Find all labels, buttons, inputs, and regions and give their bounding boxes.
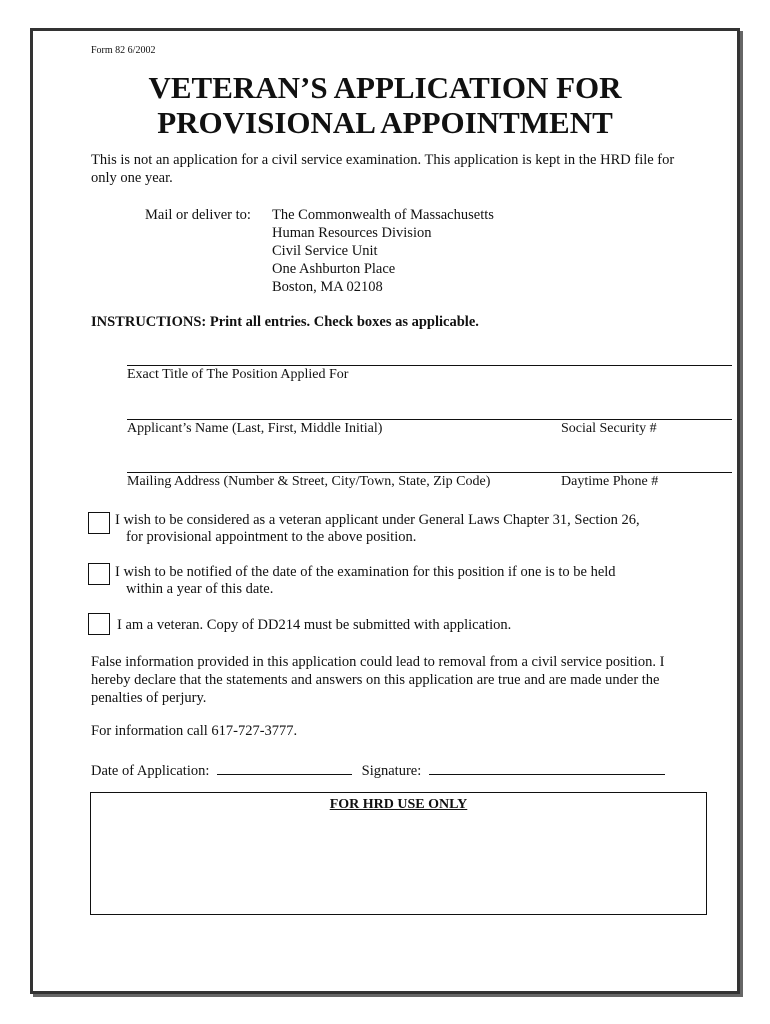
form-title-line1: VETERAN’S APPLICATION FOR: [148, 70, 622, 105]
address-line: Civil Service Unit: [272, 243, 378, 259]
exam-notify-checkbox[interactable]: [88, 563, 110, 585]
checkbox2-text-line1: I wish to be notified of the date of the examination for this position if one is to be held: [115, 564, 616, 580]
position-title-label: Exact Title of The Position Applied For: [127, 367, 349, 382]
veteran-applicant-checkbox[interactable]: [88, 512, 110, 534]
hrd-use-only-box: [90, 792, 707, 915]
date-field[interactable]: [217, 760, 352, 775]
declaration-text: False information provided in this application could lead to removal from a civil service position. I hereby declare that the statements and answers on this application are true and are made under the penalties of perjury.: [91, 654, 665, 706]
applicant-name-label: Applicant’s Name (Last, First, Middle Initial): [127, 421, 383, 436]
date-signature-row: [91, 760, 665, 780]
form-title-line2: PROVISIONAL APPOINTMENT: [157, 105, 613, 140]
address-line: One Ashburton Place: [272, 261, 396, 277]
daytime-phone-label: Daytime Phone #: [561, 474, 659, 489]
mailing-address-block: [272, 206, 494, 296]
form-number: Form 82 6/2002: [91, 45, 156, 56]
mail-label: Mail or deliver to:: [145, 207, 251, 223]
instructions: INSTRUCTIONS: Print all entries. Check boxes as applicable.: [91, 314, 479, 330]
address-line: Human Resources Division: [272, 225, 432, 241]
is-veteran-checkbox[interactable]: [88, 613, 110, 635]
checkbox1-text-line2: for provisional appointment to the above position.: [126, 529, 417, 545]
address-line: Boston, MA 02108: [272, 279, 383, 295]
checkbox3-text: I am a veteran. Copy of DD214 must be submitted with application.: [117, 617, 512, 633]
ssn-label: Social Security #: [561, 421, 657, 436]
info-call-text: For information call 617-727-3777.: [91, 723, 298, 739]
checkbox2-text-line2: within a year of this date.: [126, 581, 274, 597]
address-line: The Commonwealth of Massachusetts: [272, 207, 494, 223]
signature-label: Signature:: [361, 763, 422, 779]
intro-text: This is not an application for a civil service examination. This application is kept in the HRD file for only one year.: [91, 152, 675, 186]
mailing-address-field[interactable]: [127, 472, 732, 473]
position-title-field[interactable]: [127, 365, 732, 366]
mailing-address-label: Mailing Address (Number & Street, City/Town, State, Zip Code): [127, 474, 491, 489]
date-label: Date of Application:: [91, 763, 210, 779]
applicant-name-field[interactable]: [127, 419, 732, 420]
hrd-box-title: FOR HRD USE ONLY: [329, 797, 468, 812]
signature-field[interactable]: [429, 760, 665, 775]
checkbox1-text-line1: I wish to be considered as a veteran applicant under General Laws Chapter 31, Section 26,: [115, 512, 640, 528]
